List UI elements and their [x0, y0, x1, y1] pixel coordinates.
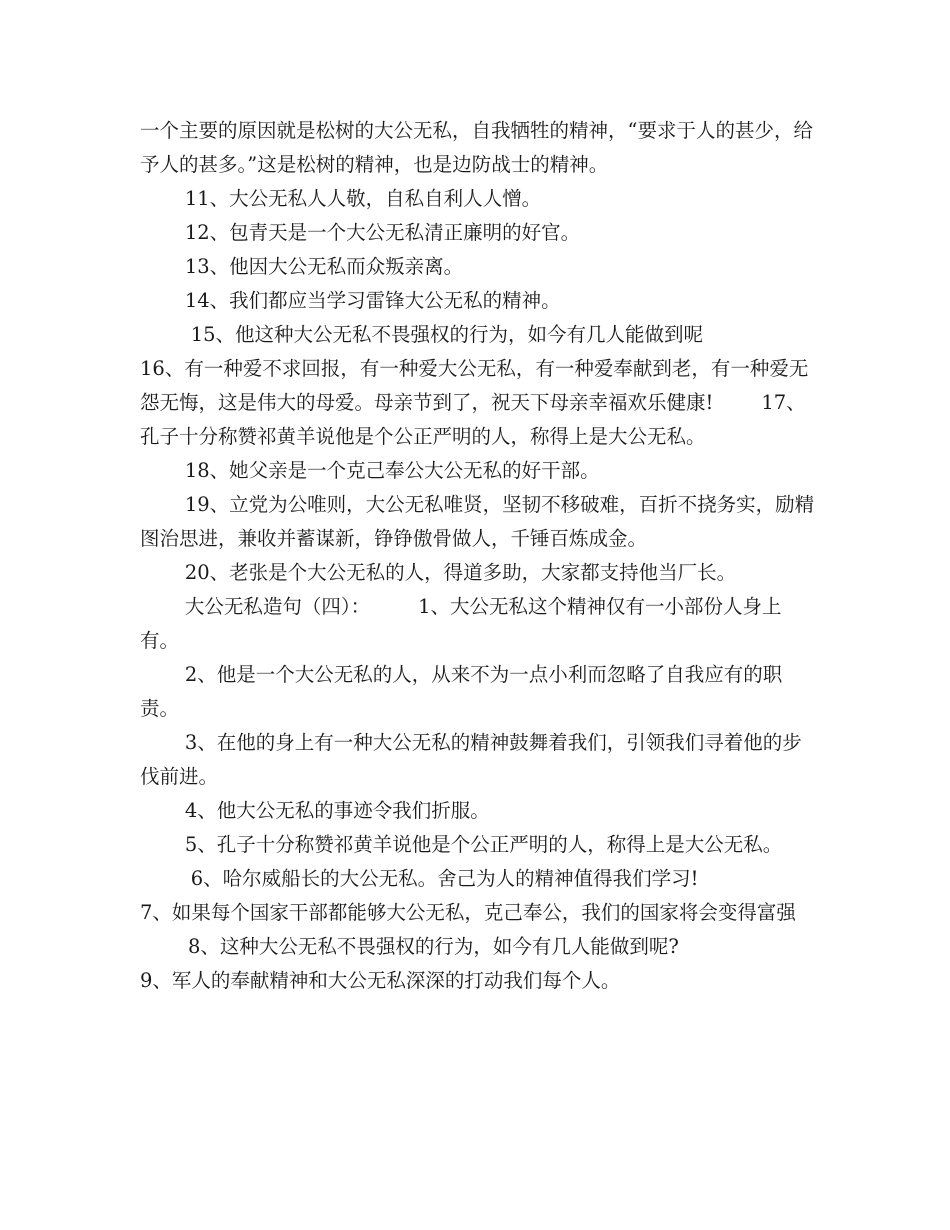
paragraph-text: 15、他这种大公无私不畏强权的行为，如今有几人能做到呢	[190, 323, 704, 346]
paragraph-text: 19、立党为公唯则，大公无私唯贤，坚韧不移破难，百折不挠务实，励精图治思进，兼收并蓄谋新，铮铮傲骨做人，千锤百炼成金。	[140, 493, 815, 550]
paragraph-text: 18、她父亲是一个克己奉公大公无私的好干部。	[184, 459, 600, 482]
sentence-16-17	[140, 352, 820, 454]
section-heading: 大公无私造句（四）：	[184, 595, 371, 618]
paragraph-text: 4、他大公无私的事迹令我们折服。	[184, 799, 490, 822]
paragraph-text: 5、孔子十分称赞祁黄羊说他是个公正严明的人，称得上是大公无私。	[184, 833, 783, 856]
paragraph-text: 6、哈尔威船长的大公无私。舍己为人的精神值得我们学习!	[190, 867, 699, 890]
paragraph-text: 14、我们都应当学习雷锋大公无私的精神。	[184, 289, 561, 312]
sentence-9	[140, 964, 820, 998]
paragraph-text: 20、老张是个大公无私的人，得道多助，大家都支持他当厂长。	[184, 561, 737, 584]
sentence-11	[140, 182, 820, 216]
sentence-12	[140, 216, 820, 250]
sentence-13	[140, 250, 820, 284]
paragraph-tail: 1、大公无私这个精神仅有一小部份人身上有。	[140, 595, 782, 652]
sentence-5	[140, 828, 820, 862]
sentence-4	[140, 794, 820, 828]
paragraph-intro	[140, 114, 820, 182]
paragraph-text: 2、他是一个大公无私的人，从来不为一点小利而忽略了自我应有的职责。	[140, 663, 783, 720]
paragraph-text: 12、包青天是一个大公无私清正廉明的好官。	[184, 221, 581, 244]
sentence-18	[140, 454, 820, 488]
paragraph-text: 9、军人的奉献精神和大公无私深深的打动我们每个人。	[140, 969, 621, 992]
section-heading-4	[140, 590, 820, 658]
sentence-3	[140, 726, 820, 794]
sentence-7-8	[140, 896, 820, 964]
paragraph-text: 7、如果每个国家干部都能够大公无私，克己奉公，我们的国家将会变得富强	[140, 901, 796, 924]
paragraph-text: 13、他因大公无私而众叛亲离。	[184, 255, 464, 278]
sentence-2	[140, 658, 820, 726]
paragraph-tail: 17、孔子十分称赞祁黄羊说他是个公正严明的人，称得上是大公无私。	[140, 391, 806, 448]
paragraph-text: 一个主要的原因就是松树的大公无私，自我牺牲的精神，“要求于人的甚少，给予人的甚多。”这是松树的精神，也是边防战士的精神。	[140, 119, 813, 176]
document-body	[140, 114, 820, 998]
sentence-14	[140, 284, 820, 318]
paragraph-text: 11、大公无私人人敬，自私自利人人憎。	[184, 187, 542, 210]
sentence-19	[140, 488, 820, 556]
sentence-20	[140, 556, 820, 590]
sentence-6	[140, 862, 820, 896]
sentence-15	[140, 318, 820, 352]
paragraph-text: 16、有一种爱不求回报，有一种爱大公无私，有一种爱奉献到老，有一种爱无怨无悔，这是伟大的母爱。母亲节到了，祝天下母亲幸福欢乐健康!	[140, 357, 809, 414]
paragraph-tail: 8、这种大公无私不畏强权的行为，如今有几人能做到呢?	[188, 935, 679, 958]
paragraph-text: 3、在他的身上有一种大公无私的精神鼓舞着我们，引领我们寻着他的步伐前进。	[140, 731, 802, 788]
